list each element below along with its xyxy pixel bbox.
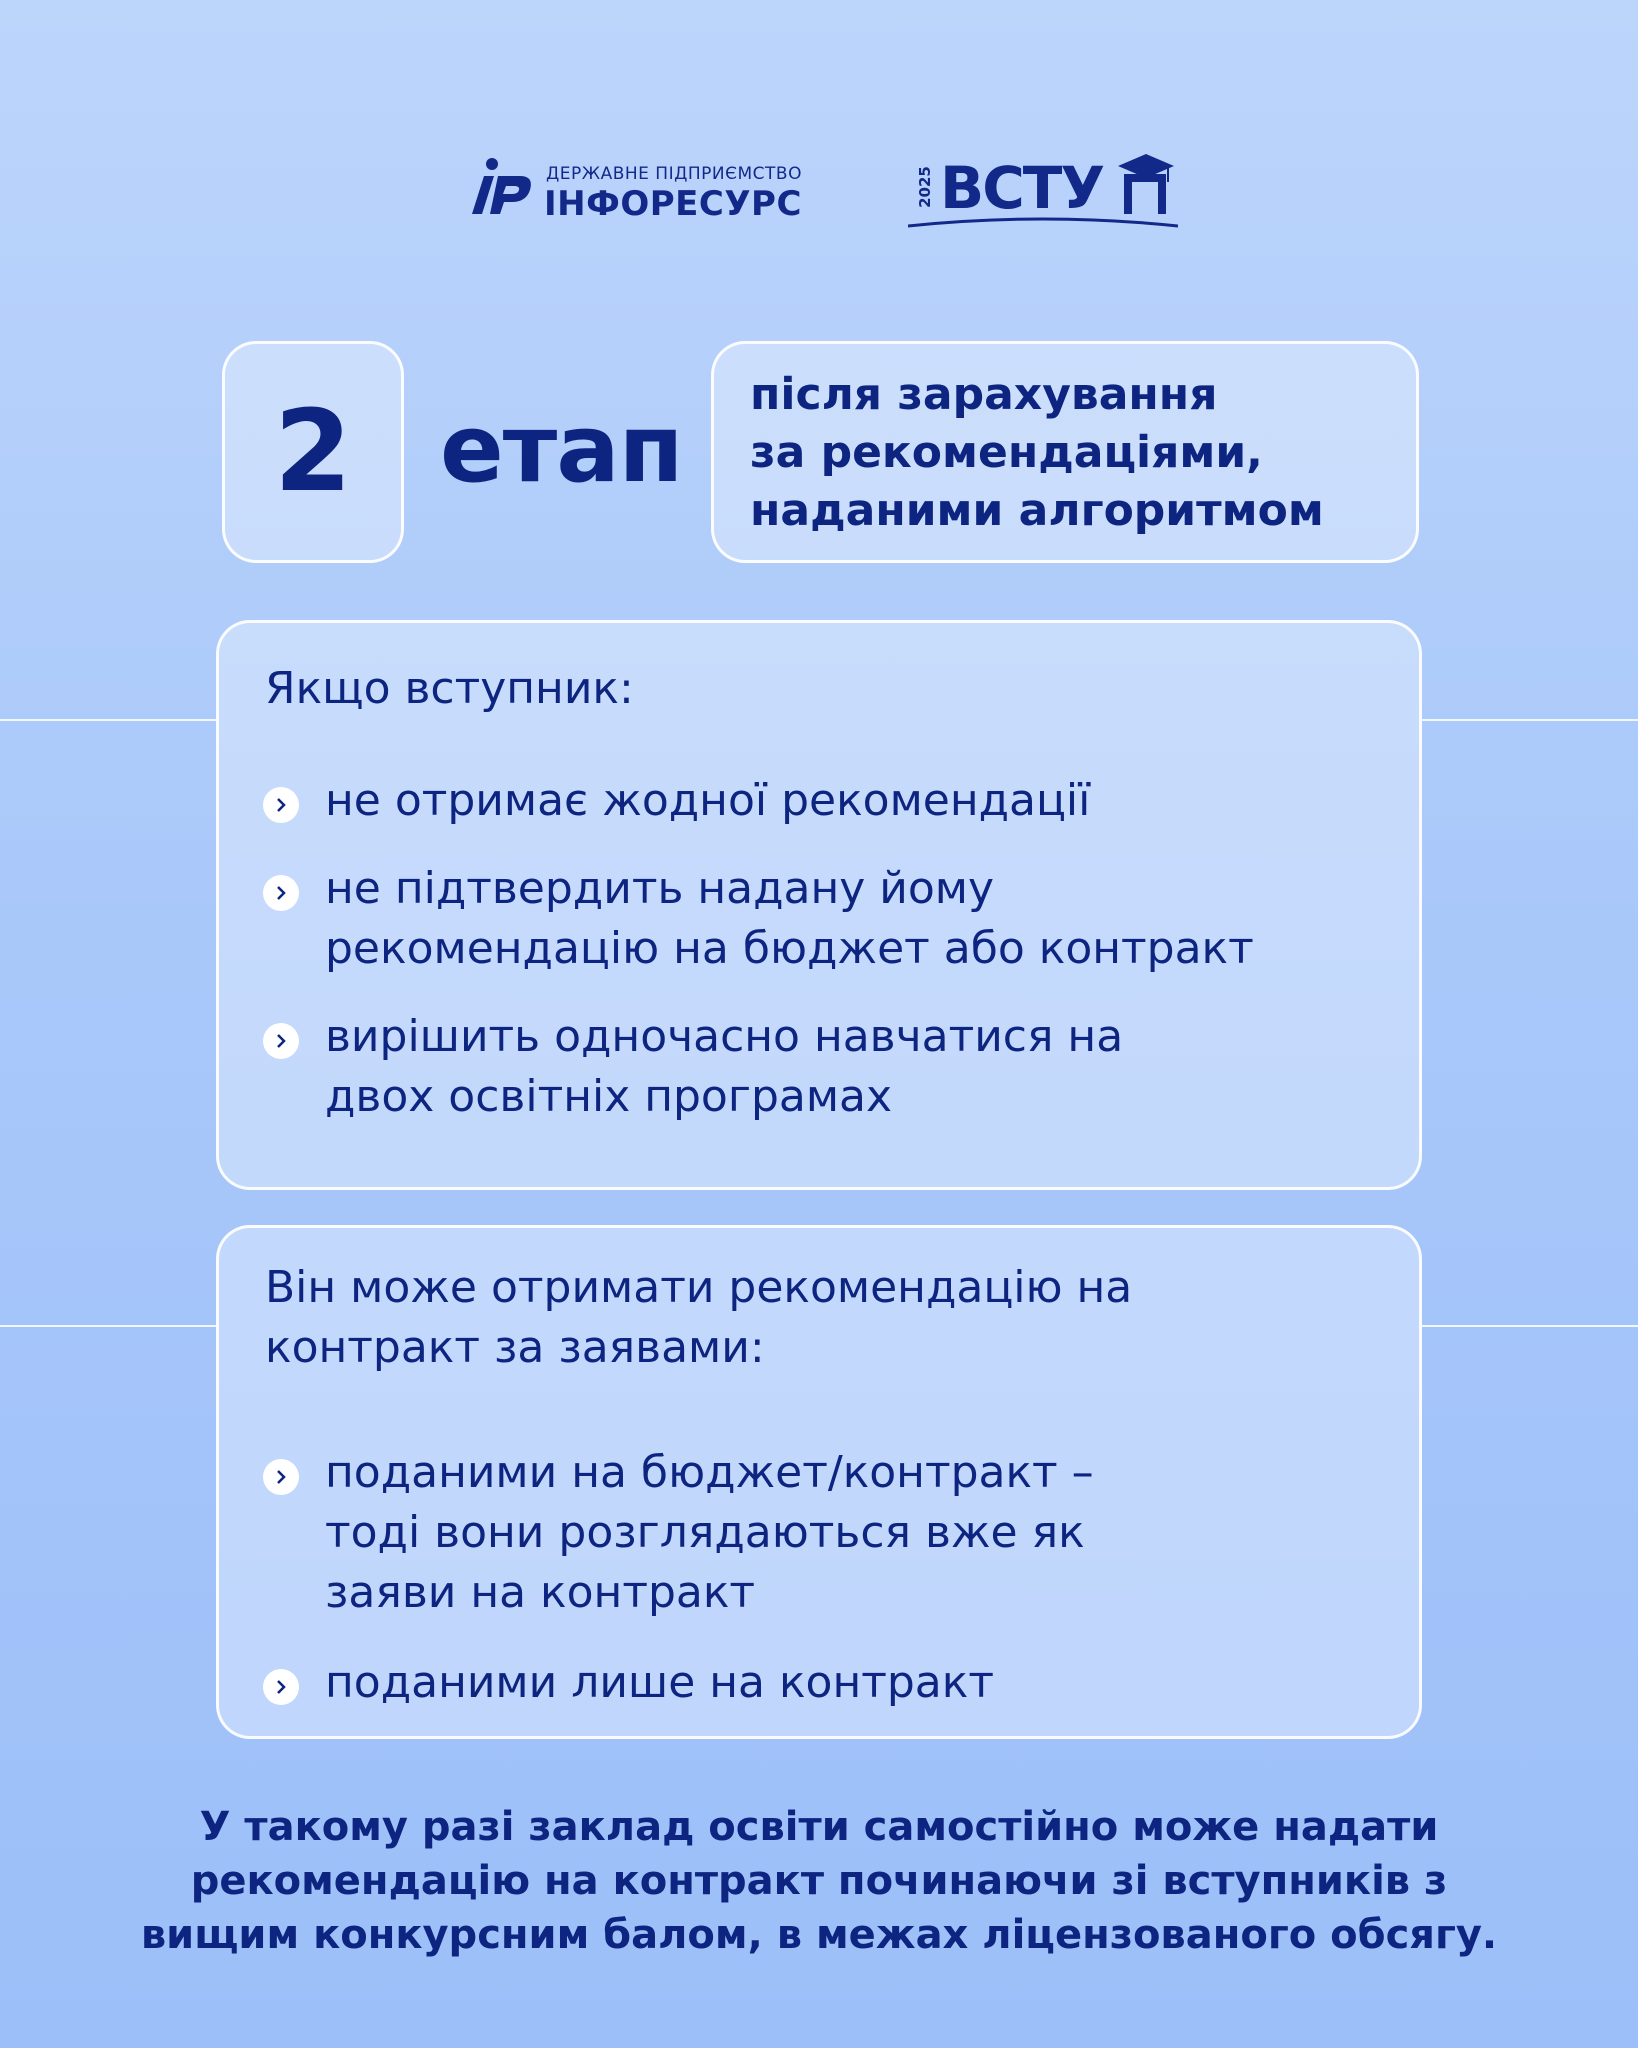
footer-note — [0, 1800, 1638, 1962]
chevron-right-icon — [263, 787, 299, 823]
vstup-word: ВСТУ — [940, 154, 1104, 222]
stage-subtitle — [750, 366, 1324, 540]
list-item — [263, 771, 1254, 831]
footer-line: У такому разі заклад освіти самостійно може надати — [199, 1804, 1439, 1850]
contract-heading — [265, 1258, 1132, 1378]
contract-heading-line: Він може отримати рекомендацію на — [265, 1262, 1133, 1313]
inforesurs-logo — [458, 150, 808, 230]
list-item-text: не підтвердить надану йому — [325, 863, 995, 914]
vstup-logo — [908, 150, 1178, 230]
conditions-heading: Якщо вступник: — [265, 663, 634, 714]
stage-word: етап — [440, 395, 683, 504]
list-item — [263, 1007, 1254, 1127]
stage-subtitle-line: після зарахування — [750, 369, 1218, 420]
divider-line — [1422, 719, 1638, 721]
contract-list — [263, 1443, 1094, 1713]
chevron-right-icon — [263, 875, 299, 911]
footer-line: рекомендацію на контракт починаючи зі вступників з — [190, 1858, 1448, 1904]
list-item-text: тоді вони розглядаються вже як — [325, 1507, 1085, 1558]
chevron-right-icon — [263, 1023, 299, 1059]
ip-logo-icon — [458, 150, 538, 230]
divider-line — [0, 719, 216, 721]
contract-heading-line: контракт за заявами: — [265, 1322, 765, 1373]
chevron-right-icon — [263, 1459, 299, 1495]
list-item-text: заяви на контракт — [325, 1567, 756, 1618]
graduation-cap-icon — [1116, 152, 1176, 218]
conditions-card — [216, 620, 1422, 1190]
chevron-right-icon — [263, 1669, 299, 1705]
list-item — [263, 859, 1254, 979]
contract-card — [216, 1225, 1422, 1739]
list-item — [263, 1443, 1094, 1623]
conditions-list — [263, 771, 1254, 1127]
vstup-year: 2025 — [915, 166, 934, 208]
list-item-text: поданими на бюджет/контракт – — [325, 1447, 1094, 1498]
stage-number: 2 — [274, 387, 352, 517]
list-item — [263, 1653, 1094, 1713]
vstup-underline — [908, 216, 1178, 230]
list-item-text: не отримає жодної рекомендації — [325, 775, 1091, 826]
stage-subtitle-card — [711, 341, 1419, 563]
stage-number-card — [222, 341, 404, 563]
stage-subtitle-line: за рекомендаціями, — [750, 427, 1263, 478]
inforesurs-subtitle: ДЕРЖАВНЕ ПІДПРИЄМСТВО — [546, 164, 802, 184]
footer-line: вищим конкурсним балом, в межах ліцензованого обсягу. — [140, 1912, 1498, 1958]
list-item-text: поданими лише на контракт — [325, 1657, 994, 1708]
list-item-text: рекомендацію на бюджет або контракт — [325, 923, 1254, 974]
header — [0, 150, 1638, 230]
list-item-text: двох освітніх програмах — [325, 1071, 893, 1122]
divider-line — [1422, 1325, 1638, 1327]
inforesurs-name: ІНФОРЕСУРС — [544, 184, 802, 224]
list-item-text: вирішить одночасно навчатися на — [325, 1011, 1124, 1062]
divider-line — [0, 1325, 216, 1327]
stage-subtitle-line: наданими алгоритмом — [750, 485, 1324, 536]
